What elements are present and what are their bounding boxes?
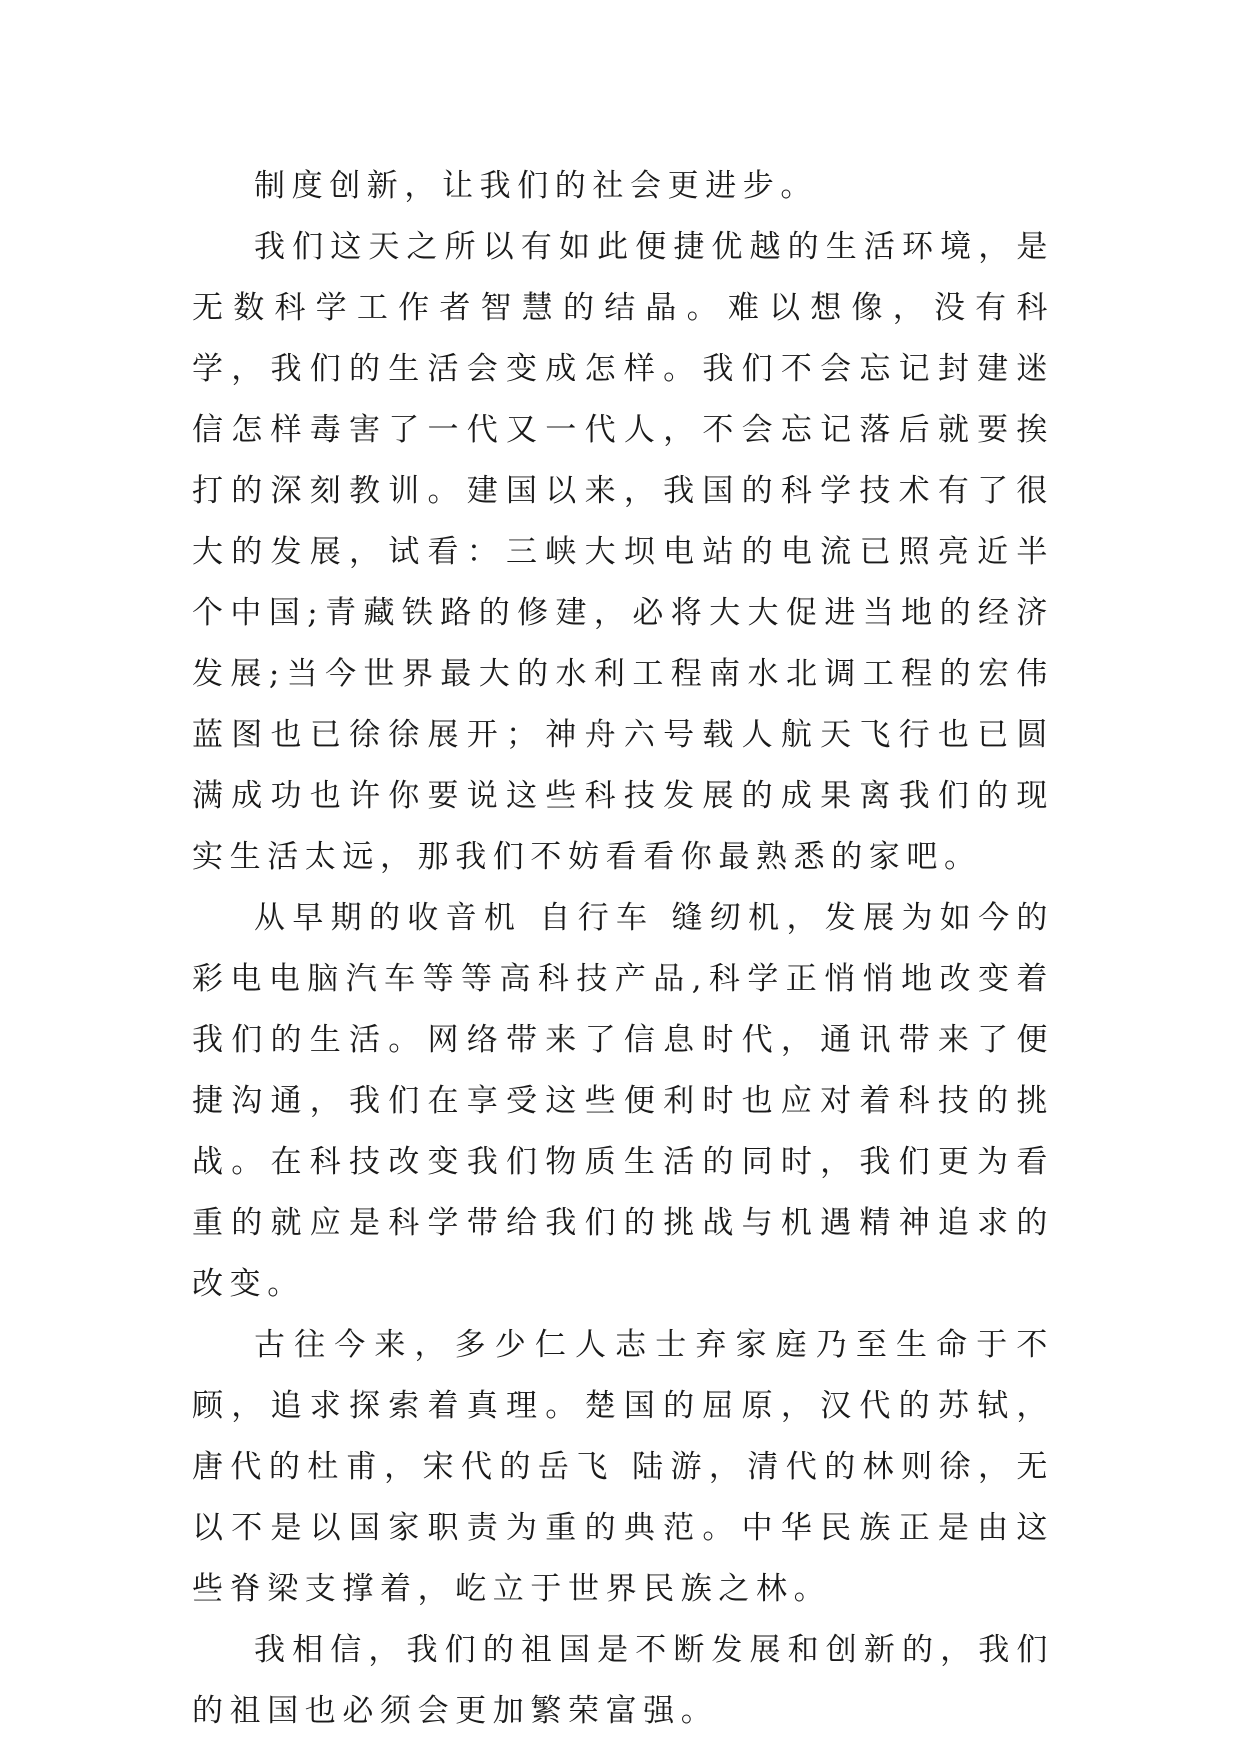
paragraph-4: 古往今来，多少仁人志士弃家庭乃至生命于不顾，追求探索着真理。楚国的屈原，汉代的苏轼，唐代的杜甫，宋代的岳飞 陆游，清代的林则徐，无以不是以国家职责为重的典范。中华民族正是由这些脊梁支撑着，屹立于世界民族之林。	[192, 1327, 1054, 1607]
paragraph-2: 我们这天之所以有如此便捷优越的生活环境，是无数科学工作者智慧的结晶。难以想像，没有科学，我们的生活会变成怎样。我们不会忘记封建迷信怎样毒害了一代又一代人，不会忘记落后就要挨打的深刻教训。建国以来，我国的科学技术有了很大的发展，试看：三峡大坝电站的电流已照亮近半个中国;青藏铁路的修建，必将大大促进当地的经济发展;当今世界最大的水利工程南水北调工程的宏伟蓝图也已徐徐展开；神舟六号载人航天飞行也已圆满成功也许你要说这些科技发展的成果离我们的现实生活太远，那我们不妨看看你最熟悉的家吧。	[192, 229, 1054, 875]
paragraph-1: 制度创新，让我们的社会更进步。	[254, 168, 818, 204]
document-body	[192, 156, 1054, 1742]
paragraph-5: 我相信，我们的祖国是不断发展和创新的，我们的祖国也必须会更加繁荣富强。	[192, 1632, 1054, 1729]
paragraph-3: 从早期的收音机 自行车 缝纫机，发展为如今的彩电电脑汽车等等高科技产品,科学正悄悄地改变着我们的生活。网络带来了信息时代，通讯带来了便捷沟通，我们在享受这些便利时也应对着科技的挑战。在科技改变我们物质生活的同时，我们更为看重的就应是科学带给我们的挑战与机遇精神追求的改变。	[192, 900, 1054, 1302]
